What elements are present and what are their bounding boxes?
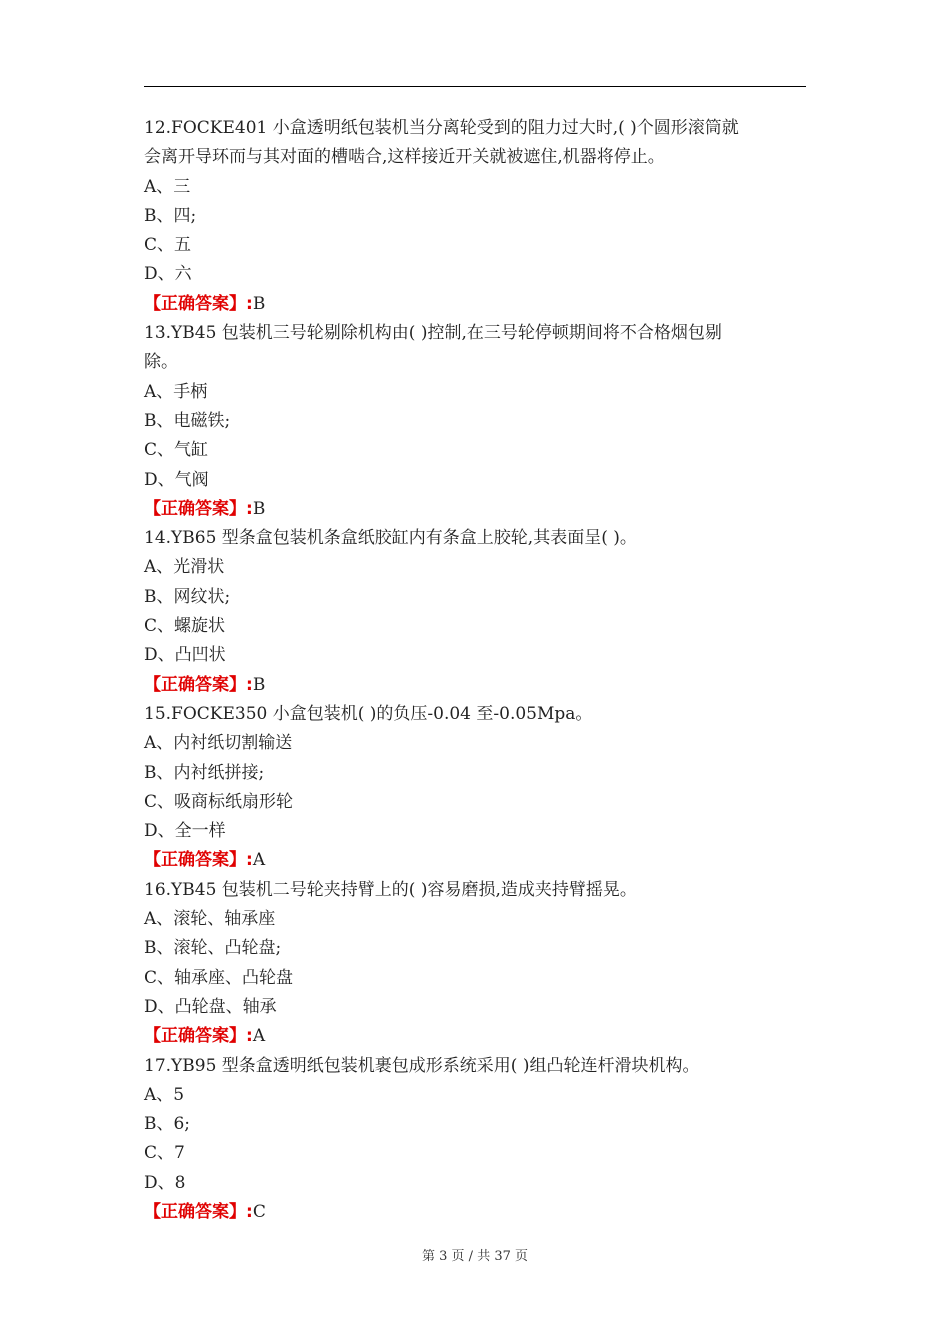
option-item: B、四;	[144, 205, 197, 226]
footer-page-suffix: 页	[451, 1249, 465, 1264]
option-item: D、气阀	[144, 469, 209, 490]
option-item: B、网纹状;	[144, 586, 231, 607]
option-item: C、气缸	[144, 440, 209, 461]
correct-answer-value: B	[252, 674, 266, 695]
option-item: A、内衬纸切割输送	[144, 733, 293, 754]
correct-answer-label: 【正确答案】:	[144, 850, 253, 871]
option-item: A、手柄	[144, 381, 208, 402]
correct-answer-label: 【正确答案】:	[144, 1201, 253, 1222]
question-stem-line: 14.YB65 型条盒包装机条盒纸胶缸内有条盒上胶轮,其表面呈( )。	[144, 528, 637, 549]
option-item: A、光滑状	[144, 557, 225, 578]
correct-answer-label: 【正确答案】:	[144, 1026, 253, 1047]
option-item: A、5	[144, 1084, 185, 1105]
correct-answer-label: 【正确答案】:	[144, 293, 253, 314]
footer-total-pages: 37	[494, 1249, 511, 1264]
option-item: D、8	[144, 1172, 186, 1193]
question-block	[144, 1052, 806, 1228]
question-stem-line: 除。	[144, 352, 178, 373]
option-item: A、滚轮、轴承座	[144, 909, 276, 930]
question-stem-line: 16.YB45 包装机二号轮夹持臂上的( )容易磨损,造成夹持臂摇晃。	[144, 879, 637, 900]
option-item: B、电磁铁;	[144, 410, 231, 431]
question-list	[144, 114, 806, 1227]
footer-total-prefix: 共	[477, 1249, 491, 1264]
option-item: D、全一样	[144, 821, 226, 842]
footer-prefix: 第	[421, 1249, 435, 1264]
page-footer	[0, 1245, 950, 1264]
option-item: C、螺旋状	[144, 616, 226, 637]
correct-answer	[144, 290, 806, 319]
option-item: C、轴承座、凸轮盘	[144, 967, 294, 988]
footer-total-suffix: 页	[515, 1249, 529, 1264]
question-block	[144, 876, 806, 1052]
option-item: C、五	[144, 235, 192, 256]
footer-page-number: 3	[439, 1249, 448, 1264]
option-item: B、内衬纸拼接;	[144, 762, 265, 783]
option-item: D、凸凹状	[144, 645, 226, 666]
option-item: A、三	[144, 176, 191, 197]
correct-answer-label: 【正确答案】:	[144, 674, 253, 695]
correct-answer	[144, 671, 806, 700]
question-block	[144, 319, 806, 524]
footer-separator: /	[468, 1249, 474, 1264]
option-item: C、7	[144, 1143, 185, 1164]
question-stem-line: 13.YB45 包装机三号轮剔除机构由( )控制,在三号轮停顿期间将不合格烟包剔	[144, 323, 722, 344]
correct-answer	[144, 495, 806, 524]
correct-answer-value: A	[252, 1026, 266, 1047]
option-item: B、6;	[144, 1114, 191, 1135]
question-stem-line: 17.YB95 型条盒透明纸包装机裹包成形系统采用( )组凸轮连杆滑块机构。	[144, 1055, 700, 1076]
correct-answer-label: 【正确答案】:	[144, 498, 253, 519]
question-block	[144, 700, 806, 876]
option-item: D、凸轮盘、轴承	[144, 996, 277, 1017]
correct-answer	[144, 1022, 806, 1051]
correct-answer	[144, 1198, 806, 1227]
correct-answer-value: B	[252, 293, 266, 314]
question-stem-line: 会离开导环而与其对面的槽啮合,这样接近开关就被遮住,机器将停止。	[144, 147, 665, 168]
question-stem-line: 12.FOCKE401 小盒透明纸包装机当分离轮受到的阻力过大时,( )个圆形滚筒就	[144, 118, 739, 138]
correct-answer-value: C	[252, 1201, 266, 1222]
option-item: C、吸商标纸扇形轮	[144, 791, 294, 812]
question-stem-line: 15.FOCKE350 小盒包装机( )的负压-0.04 至-0.05Mpa。	[144, 703, 593, 724]
header-rule	[144, 86, 806, 87]
option-item: D、六	[144, 264, 192, 285]
option-item: B、滚轮、凸轮盘;	[144, 938, 282, 959]
question-block	[144, 114, 806, 319]
correct-answer-value: A	[252, 850, 266, 871]
correct-answer	[144, 846, 806, 875]
correct-answer-value: B	[252, 498, 266, 519]
question-block	[144, 524, 806, 700]
